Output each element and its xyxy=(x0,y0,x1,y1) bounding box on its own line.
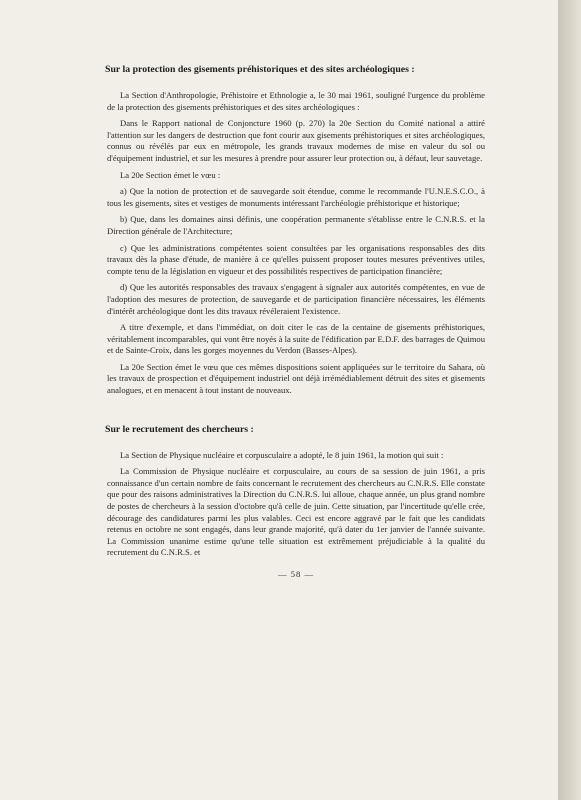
page-content xyxy=(107,64,485,581)
page-number: — 58 — xyxy=(277,569,315,579)
paragraph: A titre d'exemple, et dans l'immédiat, on doit citer le cas de la centaine de gisements préhistoriques, véritablement incomparables, qui vont être noyés à la suite de l'édification par E.D.F. des barrages de Quimou et de Sainte-Croix, dans les gorges moyennes du Verdon (Basses-Alpes). xyxy=(107,322,485,356)
section-spacer xyxy=(107,402,485,424)
paragraph-item-c: c) Que les administrations compétentes soient consultées par les organisations responsables des dits travaux dès la phase d'étude, de manière à ce qu'elles puissent proposer toutes mesures préventives utiles, compte tenu de la législation en vigueur et des possibilités respectives de participation financière; xyxy=(107,242,485,276)
paragraph-item-a: a) Que la notion de protection et de sauvegarde soit étendue, comme le recommande l'U.N.E.S.C.O., à tous les gisements, sites et vestiges de monuments intéressant l'archéologie préhistorique et historique; xyxy=(107,186,485,208)
paragraph: La Section d'Anthropologie, Préhistoire et Ethnologie a, le 30 mai 1961, souligné l'urgence du problème de la protection des gisements préhistoriques et des sites archéologiques : xyxy=(107,90,485,112)
section-heading-protection: Sur la protection des gisements préhistoriques et des sites archéologiques : xyxy=(105,64,415,75)
paragraph-item-d: d) Que les autorités responsables des travaux s'engagent à signaler aux autorités compétentes, en vue de l'adoption des mesures de protection, de sauvegarde et de participation financière nécessaires, les éléments d'intérêt archéologique dont les dits travaux révéleraient l'existence. xyxy=(107,282,485,316)
paragraph: La 20e Section émet le vœu que ces mêmes dispositions soient appliquées sur le territoire du Sahara, où les travaux de prospection et d'équipement industriel ont déjà irrémédiablement détruit des sites et gisements analogues, et en menacent à tout instant de nouveaux. xyxy=(107,361,485,396)
paragraph-item-b: b) Que, dans les domaines ainsi définis, une coopération permanente s'établisse entre le C.N.R.S. et la Direction générale de l'Architecture; xyxy=(107,214,485,236)
page-edge xyxy=(558,0,581,800)
section-heading-recrutement: Sur le recrutement des chercheurs : xyxy=(105,423,254,435)
paragraph: La Section de Physique nucléaire et corpusculaire a adopté, le 8 juin 1961, la motion qui suit : xyxy=(120,449,444,460)
paragraph: La Commission de Physique nucléaire et corpusculaire, au cours de sa session de juin 1961, a pris connaissance d'un certain nombre de faits concernant le recrutement des chercheurs au C.N.R.S. Elle constate que pour des raisons administratives la Direction du C.N.R.S. lui alloue, chaque année, un plus grand nombre de postes de chercheurs à la session d'octobre qu'à celle de juin. Cette situation, par l'incertitude qu'elle crée, décourage des candidatures parmi les plus valables. Ceci est encore aggravé par le fait que les candidats retenus en octobre ne sont engagés, dans leur grande majorité, qu'à dater du 1er janvier de l'année suivante. La Commission unanime estime qu'une telle situation est extrêmement préjudiciable à la qualité du recrutement du C.N.R.S. et xyxy=(107,466,485,558)
paragraph: La 20e Section émet le vœu : xyxy=(120,169,221,180)
paragraph: Dans le Rapport national de Conjoncture 1960 (p. 270) la 20e Section du Comité national a attiré l'attention sur les dangers de destruction que font courir aux gisements préhistoriques et sites archéologiques, connus ou révélés par eux en métropole, les grands travaux modernes de mise en valeur du sol ou d'équipement industriel, et sur les mesures à prendre pour assurer leur protection ou, à défaut, leur sauvetage. xyxy=(107,118,485,163)
